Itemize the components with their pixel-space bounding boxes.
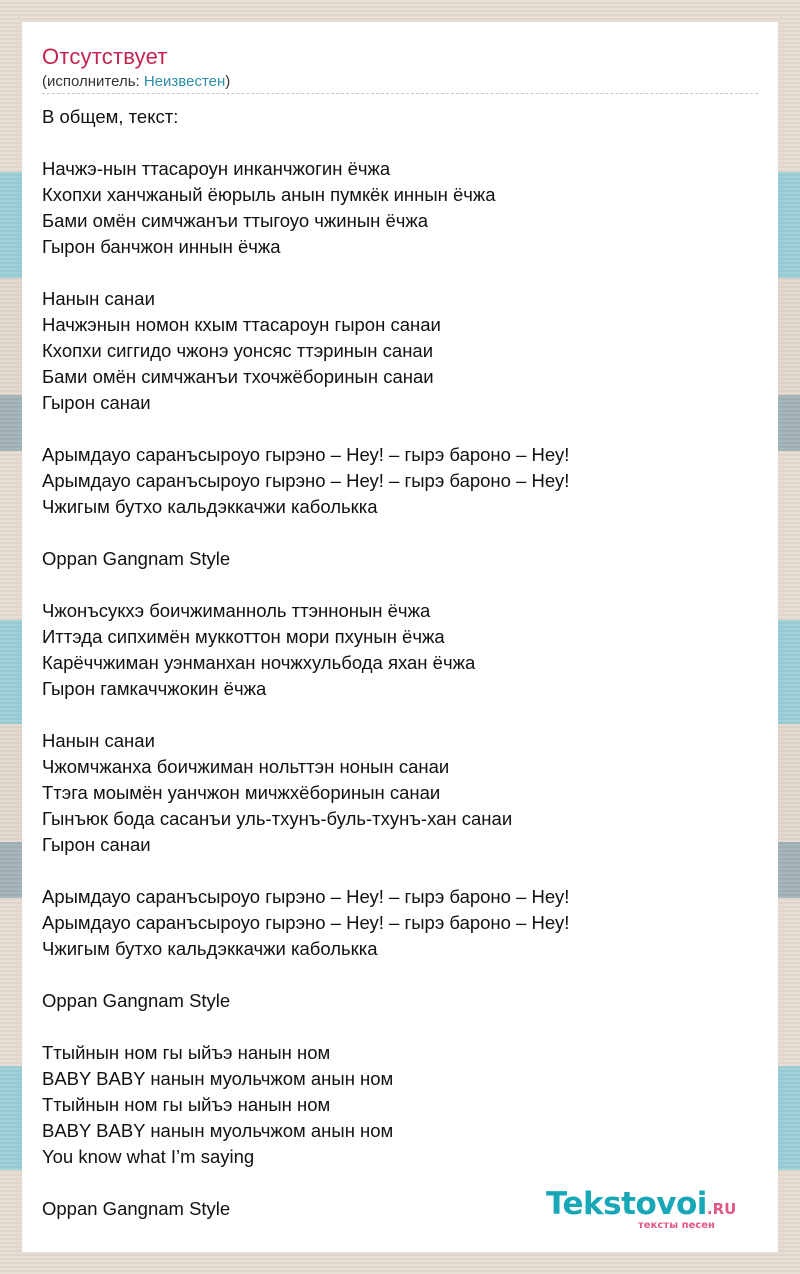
lyric-line: Кхопхи сиггидо чжонэ уонсяс ттэринын санаи — [42, 340, 434, 361]
logo-name: Tekstovoi — [546, 1186, 707, 1222]
lyric-line: Гырон санаи — [42, 392, 151, 413]
lyric-line — [42, 572, 758, 598]
artist-link[interactable]: Неизвестен — [143, 73, 226, 90]
lyric-line — [42, 520, 758, 546]
lyric-line: Нанын санаи — [42, 730, 155, 751]
lyric-line: Карёччжиман уэнманхан ночжхульбода яхан ёчжа — [42, 652, 476, 673]
lyric-line — [42, 260, 758, 286]
lyric-line: В общем, текст: — [42, 106, 179, 127]
lyric-line — [42, 130, 758, 156]
artist-prefix: (исполнитель: — [42, 73, 144, 90]
logo-tagline: тексты песен — [638, 1220, 715, 1231]
lyric-line: Чжигым бутхо кальдэккачжи каболькка — [42, 496, 378, 517]
logo-tld: .RU — [706, 1200, 737, 1218]
lyric-line: Чжонъсукхэ боичжиманноль ттэннонын ёчжа — [42, 600, 431, 621]
lyric-line: Бами омён симчжанъи ттыгоуо чжинын ёчжа — [42, 210, 429, 231]
lyric-line — [42, 702, 758, 728]
lyric-line: Арымдауо саранъсыроуо гырэно – Неу! – гырэ бароно – Неу! — [42, 912, 570, 933]
lyric-line — [42, 962, 758, 988]
lyric-line: Чжомчжанха боичжиман нольттэн нонын санаи — [42, 756, 450, 777]
lyric-line: Гырон санаи — [42, 834, 151, 855]
lyric-line: Ттыйнын ном гы ыйъэ нанын ном — [42, 1094, 331, 1115]
lyric-line: Нанын санаи — [42, 288, 155, 309]
lyric-line: Ттэга моымён уанчжон мичжхёборинын санаи — [42, 782, 441, 803]
lyric-line: BABY BABY нанын муольчжом анын ном — [42, 1120, 394, 1141]
artist-line — [42, 73, 230, 90]
lyric-line: Арымдауо саранъсыроуо гырэно – Неу! – гырэ бароно – Неу! — [42, 470, 570, 491]
lyrics-text — [42, 104, 758, 1222]
lyric-line: Гырон банчжон иннын ёчжа — [42, 236, 281, 257]
lyric-line: Гынъюк бода сасанъи уль-тхунъ-буль-тхунъ-хан санаи — [42, 808, 513, 829]
lyric-line: Гырон гамкаччжокин ёчжа — [42, 678, 267, 699]
lyric-line: Иттэда сипхимён муккоттон мори пхунын ёчжа — [42, 626, 445, 647]
title-divider — [42, 93, 758, 94]
lyric-line — [42, 858, 758, 884]
lyric-line: You know what I’m saying — [42, 1146, 255, 1167]
lyrics-card — [22, 22, 778, 1252]
lyric-line: Чжигым бутхо кальдэккачжи каболькка — [42, 938, 378, 959]
lyric-line: Арымдауо саранъсыроуо гырэно – Неу! – гырэ бароно – Неу! — [42, 886, 570, 907]
lyric-line: Арымдауо саранъсыроуо гырэно – Неу! – гырэ бароно – Неу! — [42, 444, 570, 465]
lyric-line: Бами омён симчжанъи тхочжёборинын санаи — [42, 366, 434, 387]
artist-suffix: ) — [225, 73, 231, 90]
lyric-line: Oppan Gangnam Style — [42, 1198, 231, 1219]
lyric-line: Кхопхи ханчжаный ёюрыль анын пумкёк иннын ёчжа — [42, 184, 496, 205]
site-logo[interactable] — [546, 1186, 737, 1231]
song-title: Отсутствует — [42, 44, 168, 69]
lyric-line: Начжэнын номон кхым ттасароун гырон санаи — [42, 314, 441, 335]
lyric-line: Oppan Gangnam Style — [42, 548, 231, 569]
lyric-line: Ттыйнын ном гы ыйъэ нанын ном — [42, 1042, 331, 1063]
lyric-line: BABY BABY нанын муольчжом анын ном — [42, 1068, 394, 1089]
lyric-line — [42, 1014, 758, 1040]
lyric-line: Начжэ-нын ттасароун инканчжогин ёчжа — [42, 158, 391, 179]
lyric-line: Oppan Gangnam Style — [42, 990, 231, 1011]
lyric-line — [42, 416, 758, 442]
